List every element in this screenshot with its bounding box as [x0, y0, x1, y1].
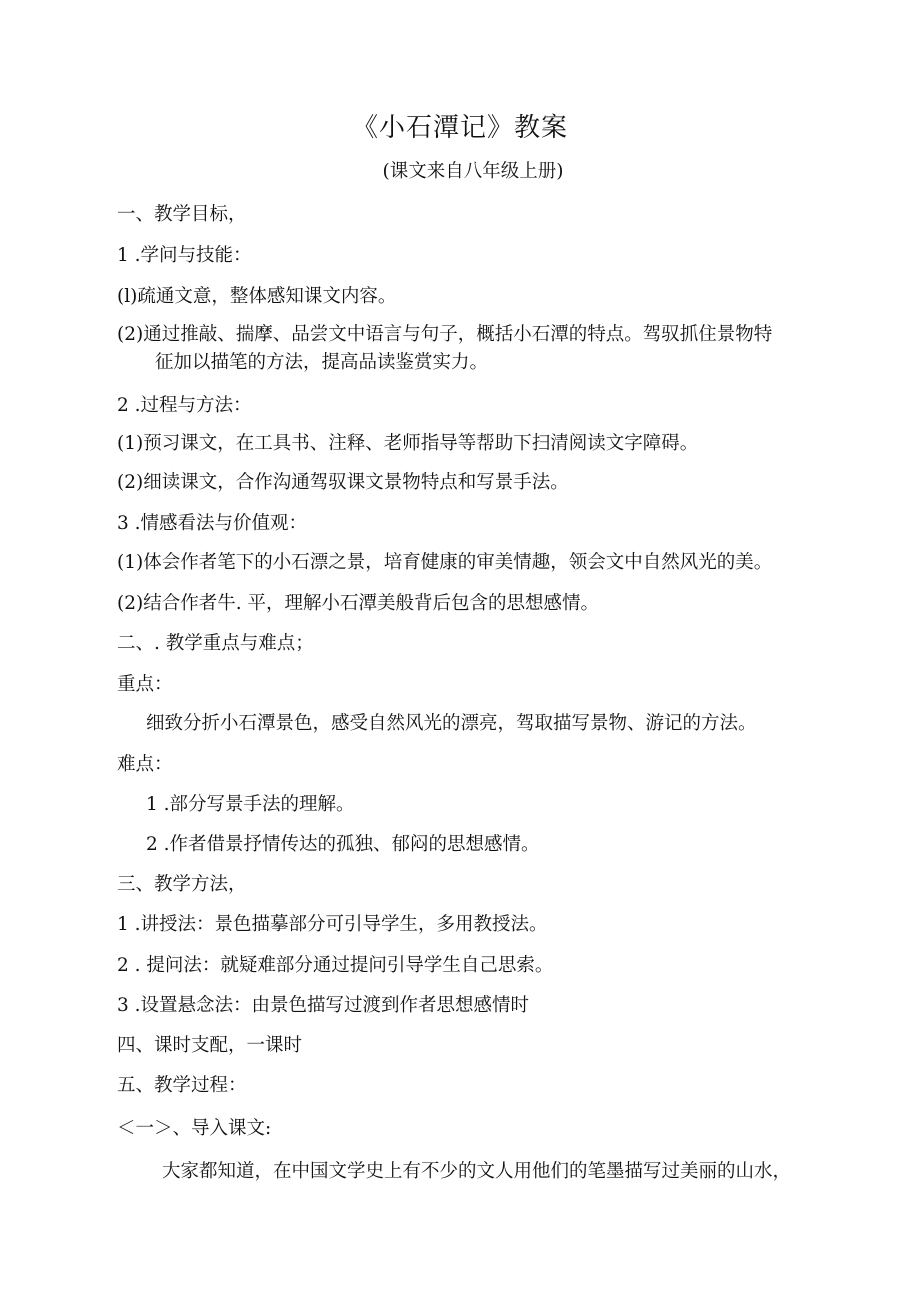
document-subtitle: (课文来自八年级上册) [382, 161, 564, 182]
paragraph-line: (1)体会作者笔下的小石漂之景，培育健康的审美情趣，领会文中自然风光的美。 [117, 552, 773, 573]
subsection-heading: 1 .学问与技能： [117, 245, 252, 266]
label-line: 难点： [117, 754, 173, 775]
section-heading: 二、. 教学重点与难点； [117, 633, 314, 654]
paragraph-line: (2)细读课文，合作沟通驾驭课文景物特点和写景手法。 [117, 472, 569, 493]
section-heading: 五、教学过程： [117, 1075, 247, 1096]
section-heading: 三、教学方法， [117, 874, 247, 895]
paragraph-line: 2 .作者借景抒情传达的孤独、郁闷的思想感情。 [146, 834, 540, 855]
paragraph-line: (1)预习课文，在工具书、注释、老师指导等帮助下扫清阅读文字障碍。 [117, 433, 699, 454]
paragraph-line: 细致分折小石潭景色，感受自然风光的漂亮，驾取描写景物、游记的方法。 [146, 713, 757, 734]
subsection-heading: ＜一＞、导入课文: [117, 1118, 272, 1139]
paragraph-line: (2)通过推敲、揣摩、品尝文中语言与句子，概括小石潭的特点。驾驭抓住景物特 [117, 324, 773, 345]
paragraph-line: (2)结合作者牛. 平，理解小石潭美般背后包含的思想感情。 [117, 593, 599, 614]
paragraph-line: 征加以描笔的方法，提高品读鉴赏实力。 [155, 352, 489, 373]
paragraph-line: 1 .部分写景手法的理解。 [146, 794, 355, 815]
paragraph-line: 2 . 提问法：就疑难部分通过提问引导学生自己思索。 [117, 955, 554, 976]
paragraph-line: 1 .讲授法：景色描摹部分可引导学生，多用教授法。 [117, 914, 548, 935]
subsection-heading: 3 .情感看法与价值观： [117, 513, 308, 534]
section-heading: 四、课时支配，一课时 [117, 1035, 303, 1056]
paragraph-line: 3 .设置悬念法：由景色描写过渡到作者思想感情时 [117, 995, 530, 1016]
document-title: 《小石潭记》教案 [351, 113, 568, 143]
label-line: 重点： [117, 674, 173, 695]
paragraph-line: 大家都知道，在中国文学史上有不少的文人用他们的笔墨描写过美丽的山水， [162, 1161, 792, 1182]
section-heading: 一、教学目标， [117, 204, 247, 225]
subsection-heading: 2 .过程与方法： [117, 395, 252, 416]
paragraph-line: (l)疏通文意，整体感知课文内容。 [117, 286, 397, 307]
